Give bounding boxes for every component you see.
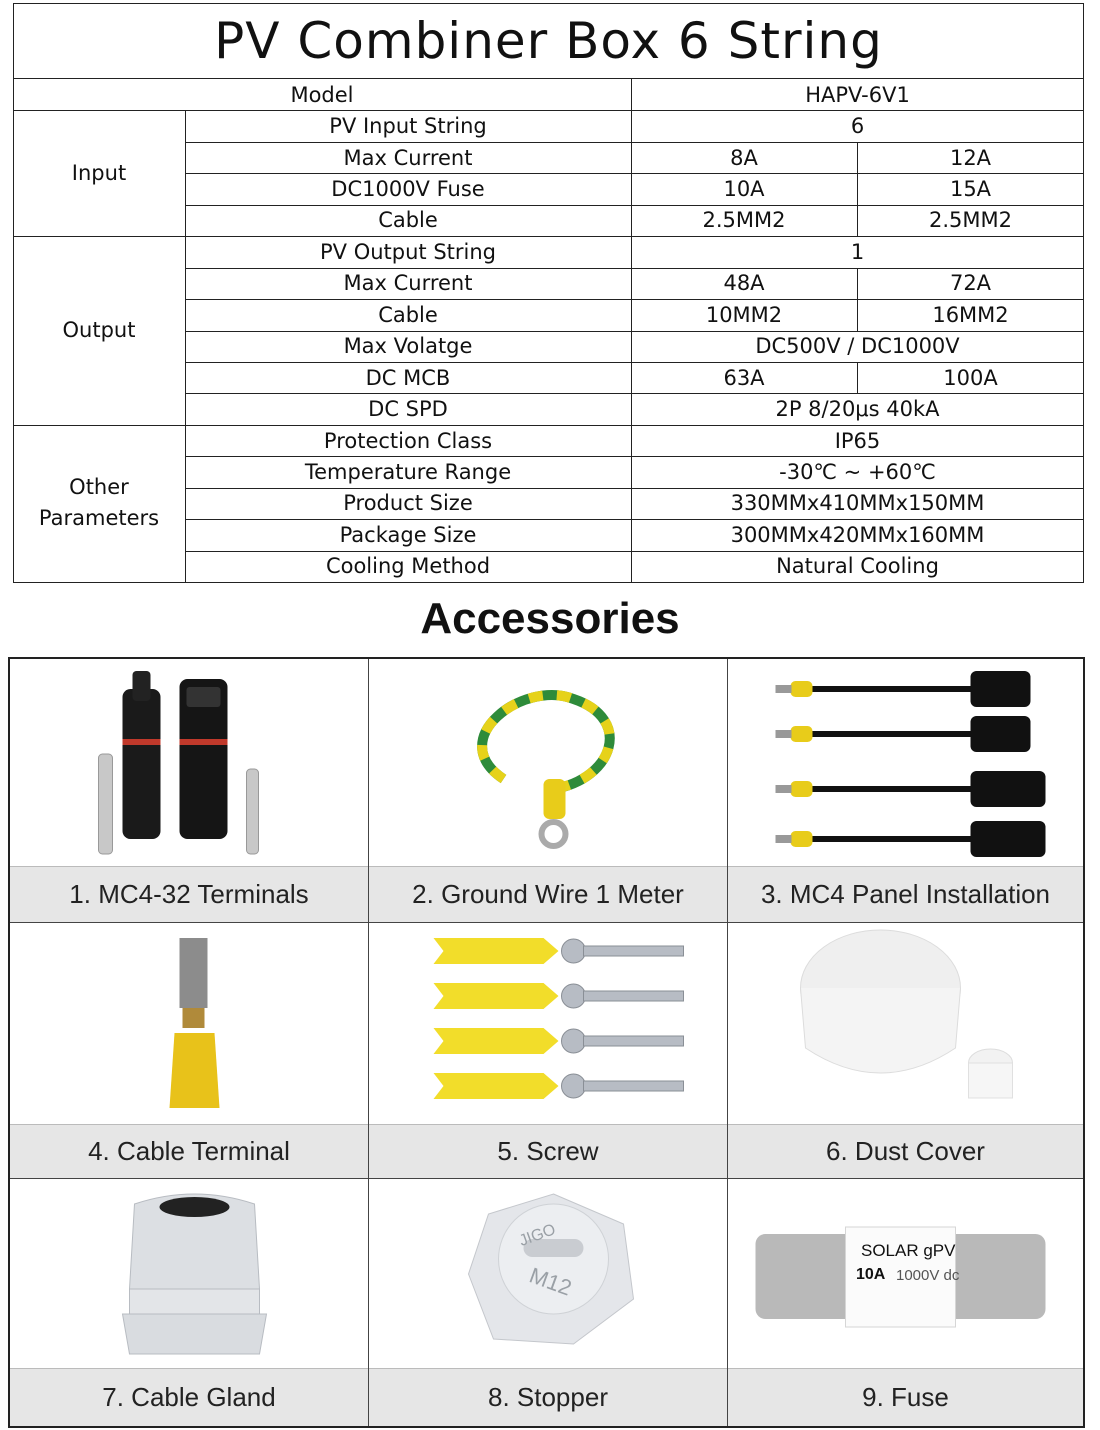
spec-row-value: 2P 8/20μs 40kA xyxy=(775,397,940,422)
spec-row-label: Cable xyxy=(378,208,438,233)
spec-row-value: 15A xyxy=(949,177,992,202)
spec-row-value: DC500V / DC1000V xyxy=(755,334,960,359)
spec-row-value: 63A xyxy=(723,365,765,390)
group-other-parameters-text: Parameters xyxy=(38,506,160,531)
spec-row-label: Protection Class xyxy=(323,428,493,453)
accessory-caption: 9. Fuse xyxy=(728,1368,1083,1426)
spec-row-value: 8A xyxy=(730,145,758,170)
spec-row-value: 16MM2 xyxy=(932,302,1009,327)
spec-row-label: Cooling Method xyxy=(325,554,491,579)
accessory-tile xyxy=(728,1179,1083,1426)
spec-row-label: DC MCB xyxy=(365,365,451,390)
screw-anchor-icon xyxy=(369,923,727,1126)
accessory-tile xyxy=(10,923,369,1179)
fuse-brand-text: SOLAR gPV xyxy=(861,1241,956,1260)
spec-row-label: Product Size xyxy=(343,491,473,516)
cable-terminal-icon xyxy=(10,923,368,1126)
group-output-text: Output xyxy=(62,318,136,342)
accessory-tile xyxy=(728,923,1083,1179)
column-divider xyxy=(857,299,858,330)
column-divider xyxy=(857,268,858,299)
spec-table xyxy=(13,3,1084,582)
accessory-tile xyxy=(369,659,728,923)
mc4-panel-cables-icon xyxy=(728,659,1083,868)
accessory-caption: 3. MC4 Panel Installation xyxy=(728,866,1083,922)
spec-row-value: 300MMx420MMx160MM xyxy=(730,522,985,547)
accessories-heading: Accessories xyxy=(420,594,680,643)
spec-row-label: Max Current xyxy=(343,271,473,296)
spec-row-label: Cable xyxy=(378,302,438,327)
accessory-caption: 6. Dust Cover xyxy=(728,1124,1083,1178)
model-value: HAPV-6V1 xyxy=(805,82,910,107)
spec-row-value: 10A xyxy=(723,177,765,202)
stopper-icon xyxy=(369,1179,727,1369)
cable-gland-icon xyxy=(10,1179,368,1369)
group-input xyxy=(13,110,185,236)
fuse-icon xyxy=(728,1179,1083,1369)
dust-cover-icon xyxy=(728,923,1083,1126)
spec-row-label: Max Volatge xyxy=(343,334,473,359)
spec-row-label: Max Current xyxy=(343,145,473,170)
column-divider xyxy=(857,362,858,393)
spec-row-value: -30℃ ~ +60℃ xyxy=(779,459,936,484)
spec-row-value: 72A xyxy=(949,271,992,296)
accessory-caption: 4. Cable Terminal xyxy=(10,1124,368,1178)
model-label: Model xyxy=(290,82,354,107)
accessory-tile xyxy=(10,1179,369,1426)
fuse-rating-text: 10A xyxy=(856,1266,886,1283)
spec-row-label: Package Size xyxy=(339,522,477,547)
accessory-caption: 7. Cable Gland xyxy=(10,1368,368,1426)
column-divider xyxy=(857,205,858,236)
group-other-parameters xyxy=(13,425,185,582)
fuse-voltage-text: 1000V dc xyxy=(896,1267,960,1284)
mc4-connector-icon xyxy=(10,659,368,868)
ground-wire-icon xyxy=(369,659,727,868)
accessory-tile xyxy=(10,659,369,923)
accessory-caption: 1. MC4-32 Terminals xyxy=(10,866,368,922)
spec-row-label: DC1000V Fuse xyxy=(331,177,485,202)
spec-row-value: 2.5MM2 xyxy=(929,208,1012,233)
spec-row-label: DC SPD xyxy=(368,397,448,422)
spec-row-value: 2.5MM2 xyxy=(702,208,786,233)
group-other-parameters-text: Other xyxy=(69,475,129,500)
group-output xyxy=(13,236,185,425)
page-title: PV Combiner Box 6 String xyxy=(13,3,1084,79)
spec-row-value: 330MMx410MMx150MM xyxy=(730,491,985,516)
spec-row-label: Temperature Range xyxy=(304,459,512,484)
spec-row-label: PV Input String xyxy=(329,114,487,139)
group-input-text: Input xyxy=(71,160,127,185)
column-divider xyxy=(857,142,858,173)
accessory-caption: 2. Ground Wire 1 Meter xyxy=(369,866,727,922)
spec-row-value: 1 xyxy=(850,239,865,264)
spec-row-value: IP65 xyxy=(834,428,881,453)
accessories-grid xyxy=(8,657,1085,1428)
accessory-caption: 8. Stopper xyxy=(369,1368,727,1426)
spec-row-value: 10MM2 xyxy=(705,302,783,327)
stopper-brand-text: JIGO xyxy=(517,1221,558,1250)
accessory-tile xyxy=(728,659,1083,923)
spec-row-value: Natural Cooling xyxy=(776,554,939,579)
accessory-tile xyxy=(369,923,728,1179)
spec-row-value: 12A xyxy=(949,145,992,170)
stopper-size-text: M12 xyxy=(526,1262,575,1301)
spec-row-value: 48A xyxy=(723,271,765,296)
accessory-caption: 5. Screw xyxy=(369,1124,727,1178)
spec-row-label: PV Output String xyxy=(320,239,496,264)
column-divider xyxy=(857,173,858,204)
accessory-tile xyxy=(369,1179,728,1426)
spec-row-value: 100A xyxy=(943,365,998,390)
spec-row-value: 6 xyxy=(850,114,865,139)
